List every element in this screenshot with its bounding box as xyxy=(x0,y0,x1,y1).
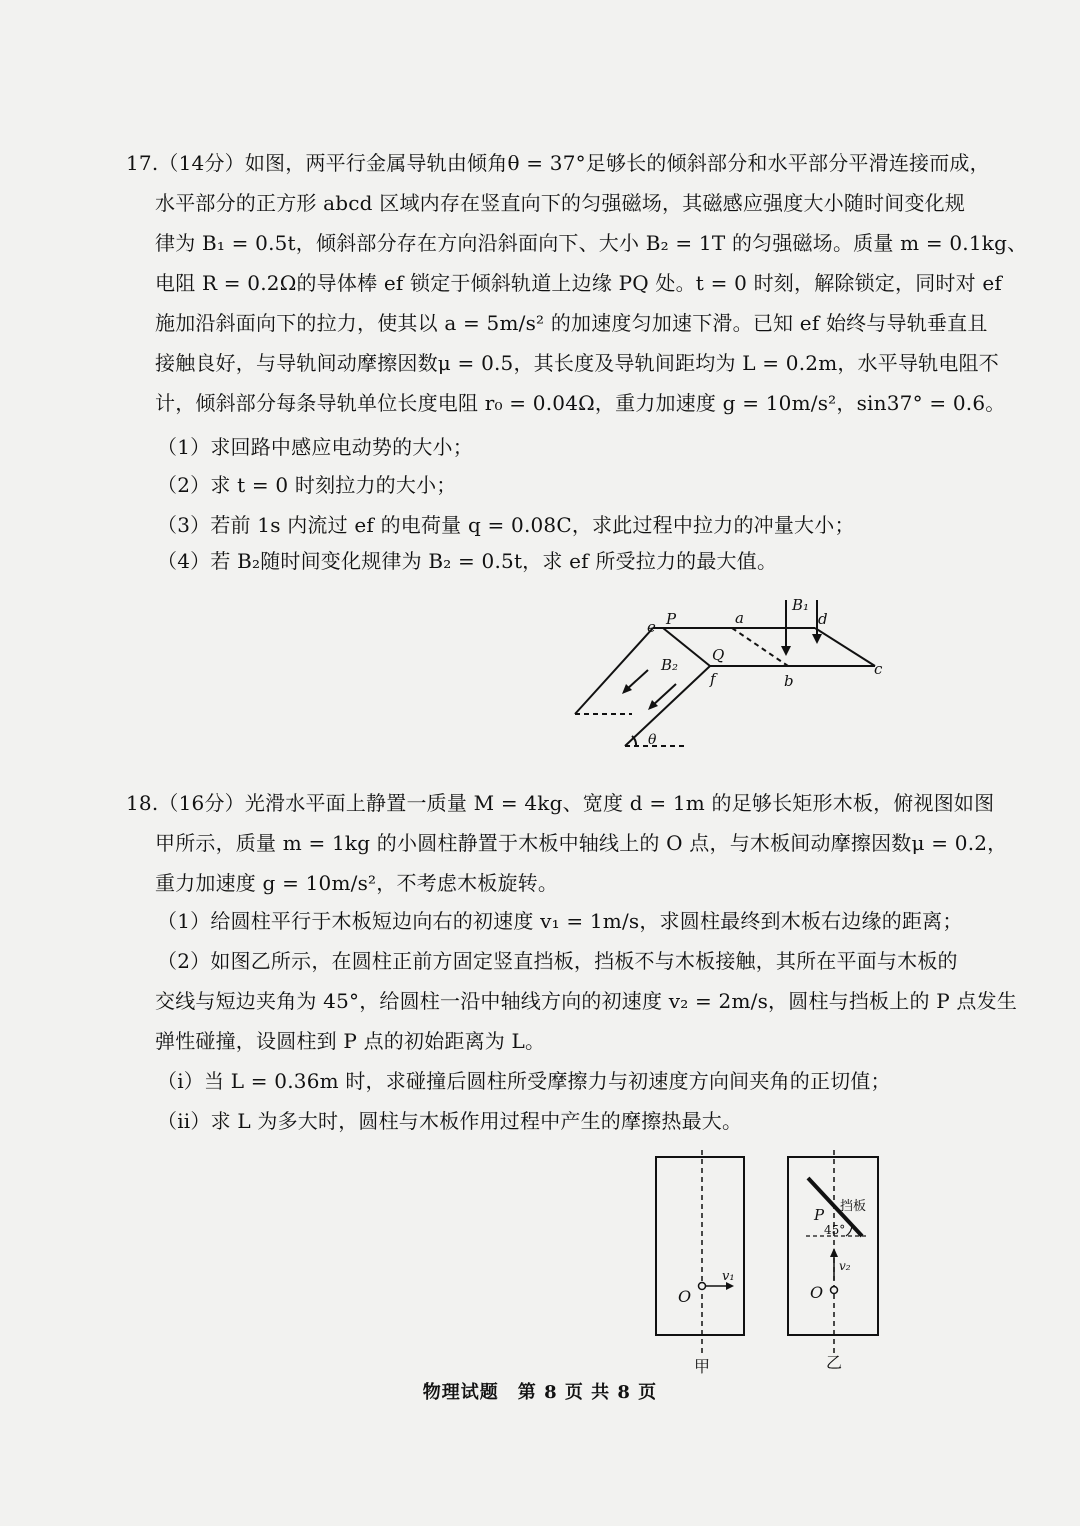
caption-jia: 甲 xyxy=(694,1357,711,1376)
caption-yi: 乙 xyxy=(826,1353,843,1372)
label-P-yi: P xyxy=(814,1206,825,1224)
label-45deg: 45° xyxy=(824,1223,846,1237)
label-e: e xyxy=(647,618,656,636)
q17-line-5: 施加沿斜面向下的拉力，使其以 a = 5m/s² 的加速度匀加速下滑。已知 ef 始终与导轨垂直且 xyxy=(155,311,988,335)
q18-part-2: （2）如图乙所示，在圆柱正前方固定竖直挡板，挡板不与木板接触，其所在平面与木板的 xyxy=(157,949,958,973)
label-b: b xyxy=(784,672,794,690)
label-c: c xyxy=(874,660,883,678)
label-O-jia: O xyxy=(678,1287,692,1306)
label-a: a xyxy=(735,609,744,627)
label-B1: B₁ xyxy=(792,596,810,614)
label-d: d xyxy=(818,610,828,628)
q18-line-3: 重力加速度 g = 10m/s²，不考虑木板旋转。 xyxy=(155,871,559,895)
q18-part-2-line-2: 交线与短边夹角为 45°，给圆柱一沿中轴线方向的初速度 v₂ = 2m/s，圆柱与挡板上的 P 点发生 xyxy=(155,989,1018,1013)
label-O-yi: O xyxy=(810,1283,824,1302)
q17-part-1: （1）求回路中感应电动势的大小； xyxy=(157,435,473,459)
q17-part-3: （3）若前 1s 内流过 ef 的电荷量 q = 0.08C，求此过程中拉力的冲量大小； xyxy=(157,513,855,537)
q17-line-2: 水平部分的正方形 abcd 区域内存在竖直向下的匀强磁场，其磁感应强度大小随时间变化规 xyxy=(155,191,966,215)
page-footer: 物理试题 第 8 页 共 8 页 xyxy=(422,1382,658,1403)
label-Q: Q xyxy=(712,646,725,664)
q17-line-3: 律为 B₁ = 0.5t，倾斜部分存在方向沿斜面向下、大小 B₂ = 1T 的匀强磁场。质量 m = 0.1kg、 xyxy=(155,231,1028,255)
q18-part-2i: （i）当 L = 0.36m 时，求碰撞后圆柱所受摩擦力与初速度方向间夹角的正切值； xyxy=(157,1069,891,1093)
q18-part-2ii: （ii）求 L 为多大时，圆柱与木板作用过程中产生的摩擦热最大。 xyxy=(157,1109,743,1133)
q17-line-1: 17.（14分）如图，两平行金属导轨由倾角θ = 37°足够长的倾斜部分和水平部分平滑连接而成， xyxy=(126,151,990,175)
q17-rail-diagram xyxy=(560,592,900,762)
q18-part-2-line-3: 弹性碰撞，设圆柱到 P 点的初始距离为 L。 xyxy=(155,1029,546,1053)
q17-line-4: 电阻 R = 0.2Ω的导体棒 ef 锁定于倾斜轨道上边缘 PQ 处。t = 0 时刻，解除锁定，同时对 ef xyxy=(155,271,1002,295)
q18-line-1: 18.（16分）光滑水平面上静置一质量 M = 4kg、宽度 d = 1m 的足够长矩形木板，俯视图如图 xyxy=(126,791,995,815)
q18-line-2: 甲所示，质量 m = 1kg 的小圆柱静置于木板中轴线上的 O 点，与木板间动摩擦因数μ = 0.2， xyxy=(155,831,1008,855)
label-baffle: 挡板 xyxy=(840,1199,867,1214)
label-f: f xyxy=(710,670,716,688)
label-v1: v₁ xyxy=(722,1269,735,1284)
label-P: P xyxy=(666,610,677,628)
label-v2: v₂ xyxy=(839,1259,851,1273)
label-B2: B₂ xyxy=(661,656,679,674)
q17-part-4: （4）若 B₂随时间变化规律为 B₂ = 0.5t，求 ef 所受拉力的最大值。 xyxy=(157,549,778,573)
q18-part-1: （1）给圆柱平行于木板短边向右的初速度 v₁ = 1m/s，求圆柱最终到木板右边缘的距离； xyxy=(157,909,963,933)
q17-part-2: （2）求 t = 0 时刻拉力的大小； xyxy=(157,473,457,497)
q17-line-6: 接触良好，与导轨间动摩擦因数μ = 0.5，其长度及导轨间距均为 L = 0.2m，水平导轨电阻不 xyxy=(155,351,999,375)
q18-figure-yi xyxy=(782,1150,892,1380)
q18-figure-jia xyxy=(650,1150,760,1380)
label-theta: θ xyxy=(648,732,657,748)
q17-line-7: 计，倾斜部分每条导轨单位长度电阻 r₀ = 0.04Ω，重力加速度 g = 10m/s²，sin37° = 0.6。 xyxy=(155,391,1006,415)
